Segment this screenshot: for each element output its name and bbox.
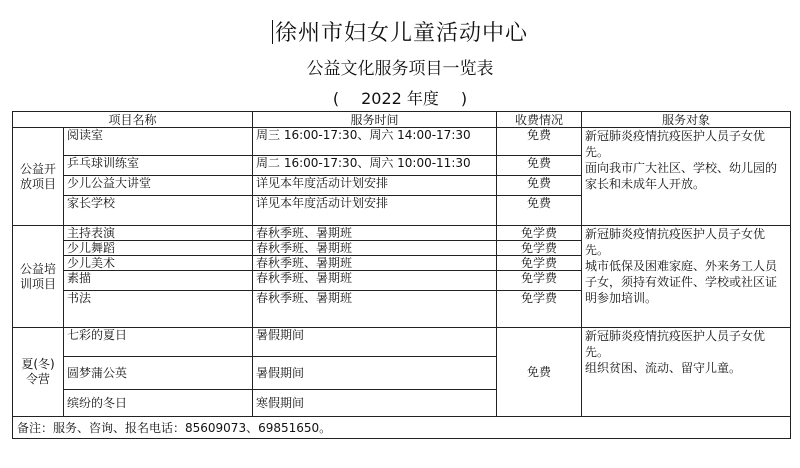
target-camp <box>582 328 791 417</box>
item-fee: 免费 <box>497 176 582 196</box>
item-name: 圆梦蒲公英 <box>64 357 253 390</box>
item-fee: 免学费 <box>497 226 582 241</box>
target-line: 面向我市广大社区、学校、幼儿园的家长和未成年人开放。 <box>585 161 778 191</box>
item-time: 详见本年度活动计划安排 <box>253 176 497 196</box>
category-open: 公益开放项目 <box>13 128 64 226</box>
document-subtitle: 公益文化服务项目一览表 <box>306 59 494 79</box>
year-line <box>0 86 800 109</box>
item-name: 乒乓球训练室 <box>64 156 253 176</box>
year-open-paren: ( <box>332 89 340 108</box>
document-title-text: 徐州市妇女儿童活动中心 <box>274 21 528 46</box>
col-header-fee: 收费情况 <box>497 112 582 128</box>
item-fee: 免学费 <box>497 271 582 291</box>
table-header-row <box>13 112 791 128</box>
item-name: 少儿美术 <box>64 256 253 271</box>
item-time: 详见本年度活动计划安排 <box>253 196 497 226</box>
item-name: 少儿舞蹈 <box>64 241 253 256</box>
item-name: 书法 <box>64 291 253 328</box>
item-name: 素描 <box>64 271 253 291</box>
target-line: 新冠肺炎疫情抗疫医护人员子女优先。 <box>585 227 766 257</box>
item-fee: 免费 <box>497 328 582 417</box>
service-table <box>12 111 791 439</box>
target-line: 城市低保及困难家庭、外来务工人员子女，须持有效证件、学校或社区证明参加培训。 <box>585 259 778 305</box>
col-header-name: 项目名称 <box>13 112 253 128</box>
contact-note: 备注：服务、咨询、报名电话：85609073、69851650。 <box>13 417 791 439</box>
item-time: 周二 16:00-17:30、周六 10:00-11:30 <box>253 156 497 176</box>
col-header-time: 服务时间 <box>253 112 497 128</box>
item-name: 家长学校 <box>64 196 253 226</box>
text-cursor <box>272 20 273 44</box>
item-fee: 免费 <box>497 128 582 156</box>
item-time: 暑假期间 <box>253 328 497 357</box>
item-fee: 免学费 <box>497 241 582 256</box>
document-title <box>0 16 800 47</box>
item-time: 春秋季班、暑期班 <box>253 291 497 328</box>
year-label: 2022 年度 <box>361 89 439 108</box>
item-name: 主持表演 <box>64 226 253 241</box>
item-fee: 免学费 <box>497 256 582 271</box>
target-line: 新冠肺炎疫情抗疫医护人员子女优先。 <box>585 329 766 359</box>
item-time: 春秋季班、暑期班 <box>253 241 497 256</box>
item-name: 七彩的夏日 <box>64 328 253 357</box>
item-fee: 免费 <box>497 156 582 176</box>
item-time: 春秋季班、暑期班 <box>253 256 497 271</box>
col-header-target: 服务对象 <box>582 112 791 128</box>
item-fee: 免费 <box>497 196 582 226</box>
item-time: 周三 16:00-17:30、周六 14:00-17:30 <box>253 128 497 156</box>
table-row <box>13 128 791 156</box>
table-row <box>13 328 791 357</box>
table-row <box>13 226 791 241</box>
target-line: 新冠肺炎疫情抗疫医护人员子女优先。 <box>585 129 766 159</box>
target-training <box>582 226 791 328</box>
item-name: 阅读室 <box>64 128 253 156</box>
item-time: 春秋季班、暑期班 <box>253 271 497 291</box>
item-name: 缤纷的冬日 <box>64 390 253 417</box>
item-time: 春秋季班、暑期班 <box>253 226 497 241</box>
item-time: 暑假期间 <box>253 357 497 390</box>
item-fee: 免学费 <box>497 291 582 328</box>
note-row <box>13 417 791 439</box>
category-training: 公益培训项目 <box>13 226 64 328</box>
item-name: 少儿公益大讲堂 <box>64 176 253 196</box>
target-line: 组织贫困、流动、留守儿童。 <box>585 361 742 375</box>
item-time: 寒假期间 <box>253 390 497 417</box>
category-camp: 夏(冬)令营 <box>13 328 64 417</box>
year-close-paren: ) <box>460 89 468 108</box>
target-open <box>582 128 791 226</box>
